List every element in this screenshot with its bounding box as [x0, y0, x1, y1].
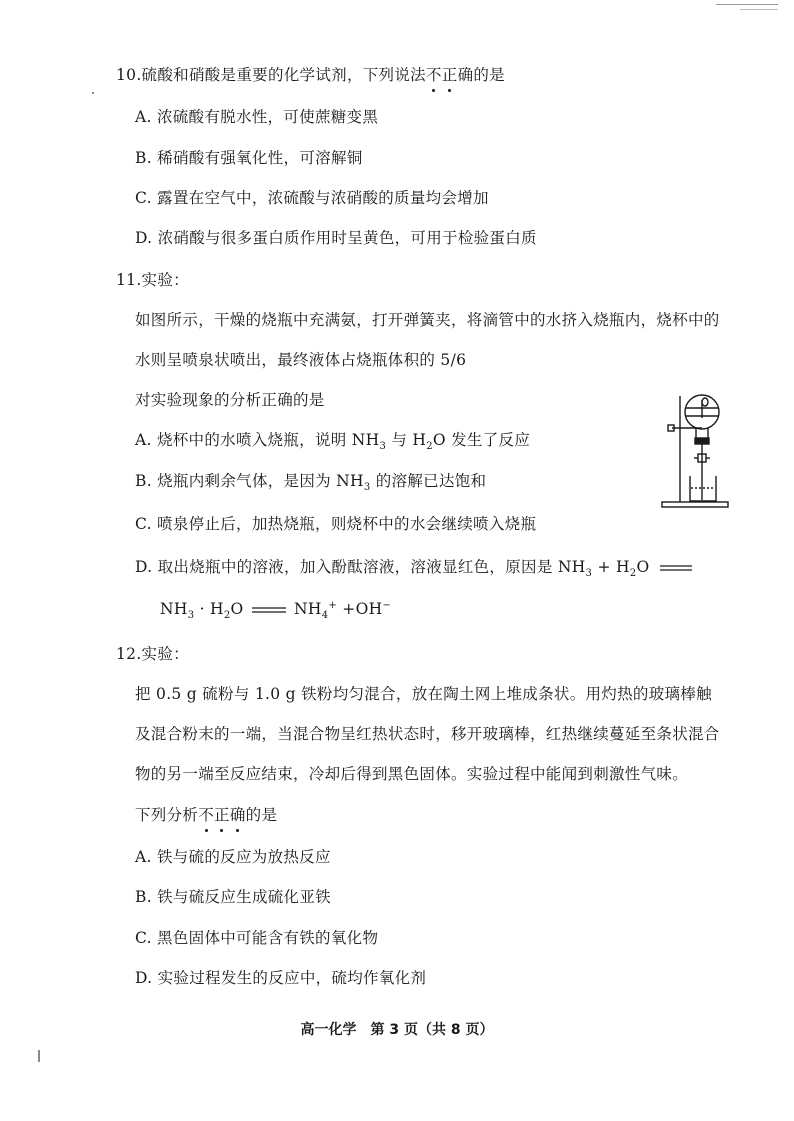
q11-option-d	[135, 556, 697, 578]
q11-d-text: O	[636, 558, 650, 576]
q10-option-a: A. 浓硫酸有脱水性，可使蔗糖变黑	[135, 108, 379, 126]
fountain-experiment-figure	[658, 388, 738, 510]
q11-desc-line2: 水则呈喷泉状喷出，最终液体占烧瓶体积的 5/6	[135, 351, 467, 369]
q10-emph-char: 不	[425, 66, 442, 84]
q11-b-text: B. 烧瓶内剩余气体，是因为 NH	[135, 472, 364, 490]
q12-option-b: B. 铁与硫反应生成硫化亚铁	[135, 888, 331, 906]
q10-option-c: C. 露置在空气中，浓硫酸与浓硝酸的质量均会增加	[135, 189, 489, 207]
q11-option-c: C. 喷泉停止后，加热烧瓶，则烧杯中的水会继续喷入烧瓶	[135, 515, 537, 533]
q12-desc-line3: 物的另一端至反应结束，冷却后得到黑色固体。实验过程中能闻到刺激性气味。	[135, 765, 689, 783]
reversible-sign	[251, 605, 287, 615]
dropper	[702, 398, 708, 406]
q12-emph-char: 确	[229, 806, 246, 824]
superscript: −	[382, 599, 392, 611]
q11-option-a	[135, 429, 530, 451]
q12-option-a: A. 铁与硫的反应为放热反应	[135, 848, 331, 866]
q12-question-post: 的是	[245, 806, 278, 824]
subscript: 3	[585, 568, 593, 580]
q11-d-formula: NH	[160, 600, 188, 618]
q11-d-formula: · H	[194, 600, 224, 618]
q12-emph-char: 不	[198, 806, 215, 824]
subscript: 2	[629, 568, 637, 580]
q12-option-d: D. 实验过程发生的反应中，硫均作氧化剂	[135, 969, 427, 987]
scan-speck	[38, 1050, 40, 1062]
q12-emph-char: 正	[214, 806, 230, 824]
q11-option-d-line2	[160, 598, 391, 620]
q12-question	[135, 804, 277, 826]
q10-stem	[116, 64, 505, 86]
q12-desc-line1: 把 0.5 g 硫粉与 1.0 g 铁粉均匀混合，放在陶土网上堆成条状。用灼热的玻璃棒触	[135, 685, 712, 703]
q11-a-text: A. 烧杯中的水喷入烧瓶，说明 NH	[135, 431, 380, 449]
q11-b-text: 的溶解已达饱和	[370, 472, 487, 490]
scan-speck	[92, 92, 94, 94]
scan-edge-line	[716, 4, 778, 5]
q12-desc-line2: 及混合粉末的一端，当混合物呈红热状态时，移开玻璃棒，红热继续蔓延至条状混合	[135, 725, 720, 743]
subscript: 2	[223, 610, 231, 622]
q11-a-text: 与 H	[386, 431, 427, 449]
scan-edge-line	[740, 9, 778, 10]
q11-option-b	[135, 470, 486, 492]
page-footer: 高一化学 第 3 页（共 8 页）	[300, 1022, 494, 1038]
iron-stand	[662, 396, 728, 507]
q11-d-text: D. 取出烧瓶中的溶液，加入酚酞溶液，溶液显红色，原因是 NH	[135, 558, 586, 576]
q10-stem-pre: 10.硫酸和硝酸是重要的化学试剂，下列说法	[116, 66, 426, 84]
q11-label: 11.实验：	[116, 271, 189, 289]
q11-d-formula: NH	[294, 600, 322, 618]
q10-option-b: B. 稀硝酸有强氧化性，可溶解铜	[135, 149, 363, 167]
q11-desc-line1: 如图所示，干燥的烧瓶中充满氨，打开弹簧夹，将滴管中的水挤入烧瓶内，烧杯中的	[135, 311, 720, 329]
subscript: 3	[187, 610, 195, 622]
q10-emph-char: 正	[441, 66, 458, 84]
stopper-and-tube	[694, 438, 710, 500]
q12-label: 12.实验：	[116, 645, 189, 663]
q10-stem-post: 确的是	[457, 66, 505, 84]
subscript: 3	[363, 482, 371, 494]
beaker	[690, 476, 716, 501]
equilibrium-sign	[659, 563, 693, 573]
q12-question-pre: 下列分析	[135, 806, 199, 824]
q11-d-formula: +OH	[337, 600, 383, 618]
q11-a-text: O 发生了反应	[432, 431, 531, 449]
q11-d-formula: O	[230, 600, 244, 618]
superscript: +	[328, 599, 338, 611]
subscript: 4	[321, 610, 329, 622]
q11-d-text: + H	[592, 558, 630, 576]
subscript: 2	[426, 441, 433, 453]
q10-option-d: D. 浓硝酸与很多蛋白质作用时呈黄色，可用于检验蛋白质	[135, 229, 537, 247]
subscript: 3	[379, 441, 387, 453]
q12-option-c: C. 黑色固体中可能含有铁的氧化物	[135, 929, 379, 947]
q11-question: 对实验现象的分析正确的是	[135, 391, 325, 409]
